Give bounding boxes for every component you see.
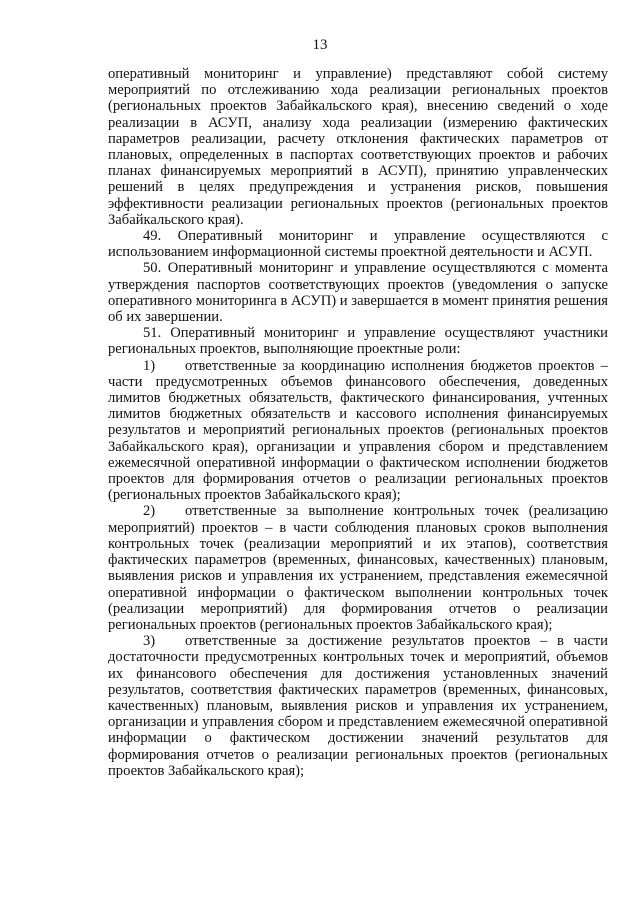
list-item-number: 2) — [143, 503, 156, 520]
list-item-text: ответственные за координацию исполнения бюджетов проектов – части предусмотренных объемов финансового обеспечения, доведенных лимитов бюджетных обязательств, фактического финансирования, учтенных лимитов бюджетных обязательств и кассового исполнения финансируемых результатов и мероприятий региональных проектов (региональных проектов Забайкальского края), организации и управления сбором и представлением ежемесячной оперативной информации о фактическом исполнении бюджетов проектов для формирования отчетов о реализации региональных проектов (региональных проектов Забайкальского края); — [108, 357, 608, 504]
list-item-role-1 — [108, 358, 608, 504]
list-item-number: 3) — [143, 633, 156, 650]
list-item-role-2 — [108, 503, 608, 633]
paragraph-continuation: оперативный мониторинг и управление) представляют собой систему мероприятий по отслеживанию хода реализации региональных проектов (региональных проектов Забайкальского края), внесению сведений о ходе реализации в АСУП, анализу хода реализации (измерению фактических параметров реализации, расчету отклонения фактических параметров от плановых, определенных в паспортах соответствующих проектов и рабочих планах финансируемых мероприятий в АСУП), принятию управленческих решений в целях предупреждения и устранения рисков, повышения эффективности реализации региональных проектов (региональных проектов Забайкальского края). — [108, 66, 608, 228]
list-item-number: 1) — [143, 357, 156, 374]
page-number: 13 — [312, 37, 328, 53]
list-item-role-3 — [108, 633, 608, 779]
list-item-text: ответственные за достижение результатов проектов – в части достаточности предусмотренных контрольных точек и мероприятий, объемов их финансового обеспечения для достижения установленных значений результатов, соответствия фактических параметров (временных, финансовых, качественных) плановым, выявления рисков и управления их устранением, организации и управления сбором и представлением ежемесячной оперативной информации о фактическом достижении значений результатов для формирования отчетов о реализации региональных проектов (региональных проектов Забайкальского края); — [108, 633, 608, 779]
paragraph-49: 49. Оперативный мониторинг и управление осуществляются с использованием информационной системы проектной деятельности и АСУП. — [108, 228, 608, 261]
paragraph-51: 51. Оперативный мониторинг и управление осуществляют участники региональных проектов, выполняющие проектные роли: — [108, 325, 608, 358]
list-item-text: ответственные за выполнение контрольных точек (реализацию мероприятий) проектов – в части соблюдения плановых сроков выполнения контрольных точек (реализации мероприятий и их этапов), соответствия фактических параметров (временных, финансовых, качественных) плановым, выявления рисков и управления их устранением, представления ежемесячной оперативной информации о фактическом выполнении контрольных точек (реализации мероприятий) для формирования отчетов о реализации региональных проектов (региональных проектов Забайкальского края); — [108, 503, 608, 633]
document-body — [108, 66, 608, 779]
paragraph-50: 50. Оперативный мониторинг и управление осуществляются с момента утверждения паспортов соответствующих проектов (уведомления о запуске оперативного мониторинга в АСУП) и завершается в момент принятия решения об их завершении. — [108, 260, 608, 326]
